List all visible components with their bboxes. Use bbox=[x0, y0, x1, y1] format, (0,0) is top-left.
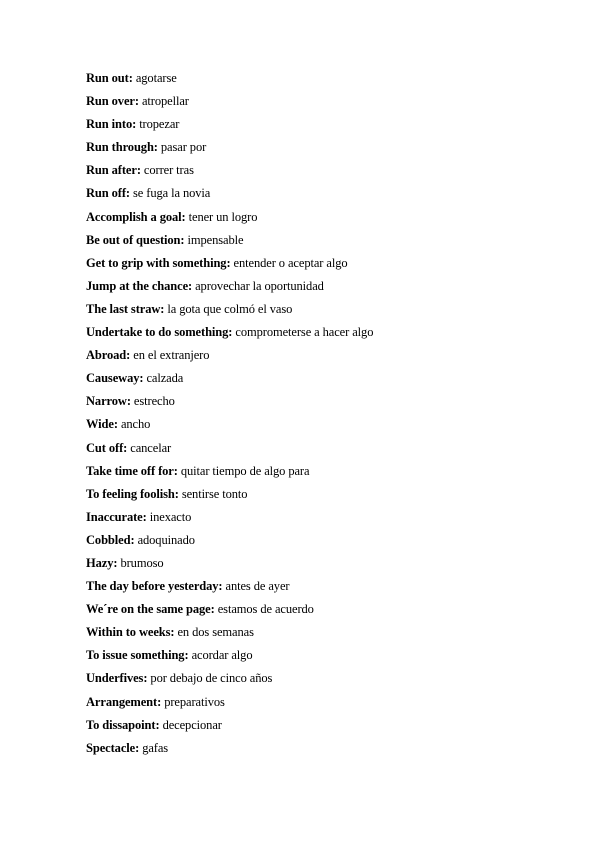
vocab-translation: inexacto bbox=[149, 509, 192, 524]
vocab-term: Causeway: bbox=[86, 371, 144, 386]
vocab-entry bbox=[86, 553, 373, 576]
vocab-translation: antes de ayer bbox=[225, 579, 290, 594]
vocab-entry bbox=[86, 738, 373, 761]
vocab-term: We´re on the same page: bbox=[86, 602, 215, 617]
vocab-translation: aprovechar la oportunidad bbox=[195, 278, 324, 293]
vocab-entry bbox=[86, 530, 373, 553]
vocab-term: Jump at the chance: bbox=[86, 278, 193, 293]
vocab-translation: tropezar bbox=[139, 117, 180, 132]
vocab-translation: tener un logro bbox=[188, 209, 258, 224]
vocab-entry bbox=[86, 438, 373, 461]
vocab-translation: preparativos bbox=[164, 694, 225, 709]
vocab-entry bbox=[86, 668, 373, 691]
vocab-translation: brumoso bbox=[120, 555, 164, 570]
vocab-term: Run off: bbox=[86, 186, 130, 201]
vocab-term: Narrow: bbox=[86, 394, 131, 409]
vocab-term: Spectacle: bbox=[86, 740, 140, 755]
vocab-term: Undertake to do something: bbox=[86, 325, 233, 340]
vocab-term: Abroad: bbox=[86, 348, 131, 363]
vocab-term: To issue something: bbox=[86, 648, 189, 663]
vocab-entry bbox=[86, 137, 373, 160]
vocab-term: Accomplish a goal: bbox=[86, 209, 186, 224]
vocab-term: Take time off for: bbox=[86, 463, 178, 478]
vocab-term: The day before yesterday: bbox=[86, 579, 223, 594]
vocab-term: Wide: bbox=[86, 417, 118, 432]
vocab-translation: agotarse bbox=[135, 71, 177, 85]
vocab-entry bbox=[86, 345, 373, 368]
vocab-entry bbox=[86, 276, 373, 299]
vocab-entry bbox=[86, 114, 373, 137]
vocab-entry bbox=[86, 183, 373, 206]
vocab-entry bbox=[86, 576, 373, 599]
vocab-entry bbox=[86, 160, 373, 183]
vocab-term: Inaccurate: bbox=[86, 509, 147, 524]
vocab-translation: la gota que colmó el vaso bbox=[167, 301, 293, 316]
vocab-translation: estamos de acuerdo bbox=[217, 602, 314, 617]
vocab-translation: impensable bbox=[187, 232, 244, 247]
vocab-term: Be out of question: bbox=[86, 232, 185, 247]
vocab-translation: se fuga la novia bbox=[133, 186, 211, 201]
vocab-term: Underfives: bbox=[86, 671, 148, 686]
vocab-term: To dissapoint: bbox=[86, 717, 160, 732]
vocab-entry bbox=[86, 414, 373, 437]
vocab-term: To feeling foolish: bbox=[86, 486, 179, 501]
vocab-entry bbox=[86, 322, 373, 345]
vocab-entry bbox=[86, 599, 373, 622]
vocab-entry bbox=[86, 299, 373, 322]
vocab-term: Run after: bbox=[86, 163, 141, 178]
vocab-translation: gafas bbox=[142, 740, 169, 755]
vocab-translation: cancelar bbox=[130, 440, 172, 455]
vocab-entry bbox=[86, 230, 373, 253]
vocab-term: Cut off: bbox=[86, 440, 128, 455]
vocab-translation: en el extranjero bbox=[133, 348, 210, 363]
vocab-translation: sentirse tonto bbox=[181, 486, 248, 501]
vocab-entry bbox=[86, 68, 373, 91]
vocab-entry bbox=[86, 507, 373, 530]
vocab-translation: ancho bbox=[120, 417, 151, 432]
vocab-entry bbox=[86, 461, 373, 484]
vocab-translation: quitar tiempo de algo para bbox=[180, 463, 310, 478]
vocab-entry bbox=[86, 692, 373, 715]
vocab-entry bbox=[86, 715, 373, 738]
vocab-translation: acordar algo bbox=[191, 648, 253, 663]
vocab-entry bbox=[86, 368, 373, 391]
vocab-term: Within to weeks: bbox=[86, 625, 175, 640]
vocab-term: Run out: bbox=[86, 71, 133, 85]
vocab-translation: estrecho bbox=[133, 394, 175, 409]
vocab-translation: atropellar bbox=[141, 94, 189, 109]
vocab-term: Run over: bbox=[86, 94, 139, 109]
vocab-translation: correr tras bbox=[143, 163, 194, 178]
vocab-term: Cobbled: bbox=[86, 532, 135, 547]
vocab-translation: en dos semanas bbox=[177, 625, 254, 640]
vocab-entry bbox=[86, 207, 373, 230]
vocab-translation: adoquinado bbox=[137, 532, 195, 547]
vocab-translation: comprometerse a hacer algo bbox=[235, 325, 374, 340]
vocabulary-list bbox=[86, 68, 373, 761]
vocab-entry bbox=[86, 645, 373, 668]
vocab-entry bbox=[86, 622, 373, 645]
vocab-translation: entender o aceptar algo bbox=[233, 255, 348, 270]
vocab-entry bbox=[86, 253, 373, 276]
vocab-translation: por debajo de cinco años bbox=[150, 671, 273, 686]
vocab-term: Hazy: bbox=[86, 555, 118, 570]
vocab-term: Run into: bbox=[86, 117, 137, 132]
vocab-term: Run through: bbox=[86, 140, 158, 155]
vocab-translation: calzada bbox=[146, 371, 184, 386]
vocab-entry bbox=[86, 484, 373, 507]
vocab-entry bbox=[86, 91, 373, 114]
vocab-translation: pasar por bbox=[160, 140, 207, 155]
vocab-entry bbox=[86, 391, 373, 414]
vocab-translation: decepcionar bbox=[162, 717, 222, 732]
vocab-term: Get to grip with something: bbox=[86, 255, 231, 270]
vocab-term: Arrangement: bbox=[86, 694, 162, 709]
vocab-term: The last straw: bbox=[86, 301, 165, 316]
